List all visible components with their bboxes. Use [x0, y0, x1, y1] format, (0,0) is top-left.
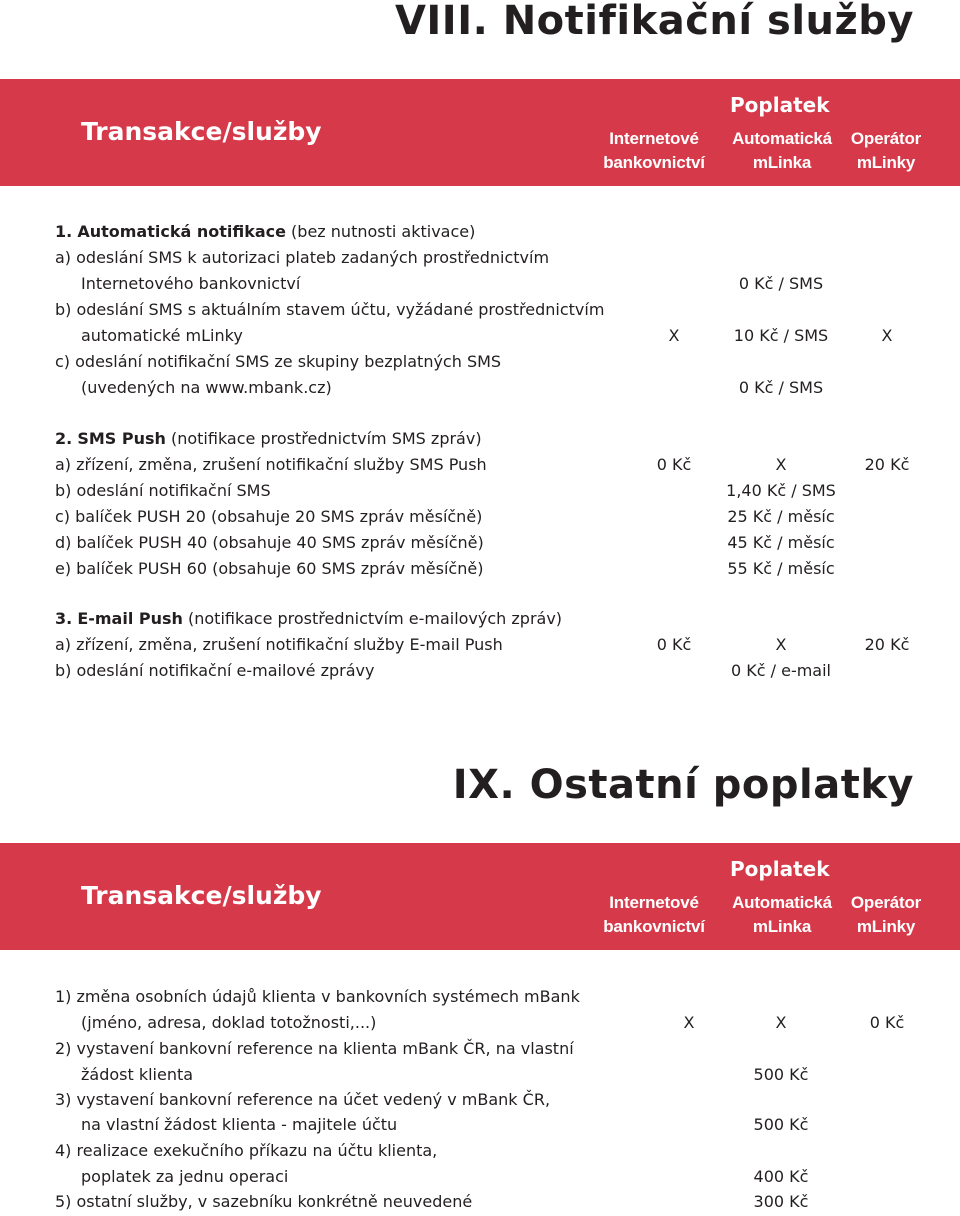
list-item: 4) realizace exekučního příkazu na účtu klienta, — [55, 1141, 438, 1160]
section-title-other-fees: IX. Ostatní poplatky — [452, 762, 914, 808]
fee-value: 20 Kč — [864, 635, 910, 654]
list-item: žádost klienta 500 Kč — [0, 1062, 960, 1088]
table-header-band — [0, 79, 960, 186]
list-item: b) odeslání notifikační SMS 1,40 Kč / SMS — [0, 478, 960, 504]
fee-value: 300 Kč — [753, 1192, 809, 1211]
list-item: automatické mLinky X 10 Kč / SMS X — [0, 323, 960, 349]
fee-value: X — [775, 1013, 787, 1032]
list-item: na vlastní žádost klienta - majitele účtu 500 Kč — [0, 1112, 960, 1138]
fee-value: 25 Kč / měsíc — [727, 507, 835, 526]
fee-value: 20 Kč — [864, 455, 910, 474]
header-col-automatic-mlinka: Automatická mLinka — [732, 893, 832, 936]
header-col-internet-banking: Internetové bankovnictví — [603, 893, 705, 936]
fee-value: 500 Kč — [753, 1115, 809, 1134]
fee-value: 45 Kč / měsíc — [727, 533, 835, 552]
group-heading: 2. SMS Push (notifikace prostřednictvím SMS zpráv) — [55, 429, 482, 448]
list-item: Internetového bankovnictví 0 Kč / SMS — [0, 271, 960, 297]
fee-value: X — [775, 455, 787, 474]
header-col-operator-mlinka: Operátor mLinky — [850, 129, 922, 172]
list-item: b) odeslání SMS s aktuálním stavem účtu, vyžádané prostřednictvím — [55, 300, 605, 319]
group-heading: 3. E-mail Push (notifikace prostřednictvím e-mailových zpráv) — [55, 609, 563, 628]
list-item: d) balíček PUSH 40 (obsahuje 40 SMS zpráv měsíčně) 45 Kč / měsíc — [0, 530, 960, 556]
list-item: c) balíček PUSH 20 (obsahuje 20 SMS zpráv měsíčně) 25 Kč / měsíc — [0, 504, 960, 530]
header-col-automatic-mlinka: Automatická mLinka — [732, 129, 832, 172]
fee-value: 0 Kč / SMS — [738, 274, 824, 293]
list-item: a) odeslání SMS k autorizaci plateb zadaných prostřednictvím — [55, 248, 550, 267]
fee-value: 0 Kč / e-mail — [730, 661, 831, 680]
header-col-operator-mlinka: Operátor mLinky — [850, 893, 922, 936]
list-item: poplatek za jednu operaci 400 Kč — [0, 1164, 960, 1190]
fee-value: 55 Kč / měsíc — [727, 559, 835, 578]
fee-value: X — [668, 326, 680, 345]
header-fee-label: Poplatek — [730, 93, 830, 117]
list-item: (jméno, adresa, doklad totožnosti,...) X X 0 Kč — [0, 1010, 960, 1036]
fee-value: X — [881, 326, 893, 345]
fee-value: 500 Kč — [753, 1065, 809, 1084]
list-item: 2) vystavení bankovní reference na klienta mBank ČR, na vlastní — [55, 1039, 574, 1058]
header-fee-label: Poplatek — [730, 857, 830, 881]
fee-value: X — [683, 1013, 695, 1032]
list-item: e) balíček PUSH 60 (obsahuje 60 SMS zpráv měsíčně) 55 Kč / měsíc — [0, 556, 960, 582]
fee-value: 0 Kč — [656, 455, 692, 474]
list-item: 1) změna osobních údajů klienta v bankovních systémech mBank — [55, 987, 580, 1006]
list-item: (uvedených na www.mbank.cz) 0 Kč / SMS — [0, 375, 960, 401]
table-header-band — [0, 843, 960, 950]
group-heading: 1. Automatická notifikace (bez nutnosti aktivace) — [55, 222, 476, 241]
list-item: a) zřízení, změna, zrušení notifikační služby SMS Push 0 Kč X 20 Kč — [0, 452, 960, 478]
fee-value: 0 Kč — [869, 1013, 905, 1032]
list-item: a) zřízení, změna, zrušení notifikační služby E-mail Push 0 Kč X 20 Kč — [0, 632, 960, 658]
fee-value: 10 Kč / SMS — [733, 326, 829, 345]
section-title-notifications: VIII. Notifikační služby — [394, 0, 914, 44]
header-col-internet-banking: Internetové bankovnictví — [603, 129, 705, 172]
list-item: c) odeslání notifikační SMS ze skupiny bezplatných SMS — [55, 352, 502, 371]
list-item: 5) ostatní služby, v sazebníku konkrétně neuvedené 300 Kč — [0, 1189, 960, 1215]
list-item: 3) vystavení bankovní reference na účet vedený v mBank ČR, — [55, 1090, 551, 1109]
fee-value: 0 Kč / SMS — [738, 378, 824, 397]
fee-value: 1,40 Kč / SMS — [726, 481, 836, 500]
fee-value: 400 Kč — [753, 1167, 809, 1186]
header-services-label: Transakce/služby — [81, 117, 322, 146]
fee-value: 0 Kč — [656, 635, 692, 654]
list-item: b) odeslání notifikační e-mailové zprávy 0 Kč / e-mail — [0, 658, 960, 684]
fee-value: X — [775, 635, 787, 654]
header-services-label: Transakce/služby — [81, 881, 322, 910]
